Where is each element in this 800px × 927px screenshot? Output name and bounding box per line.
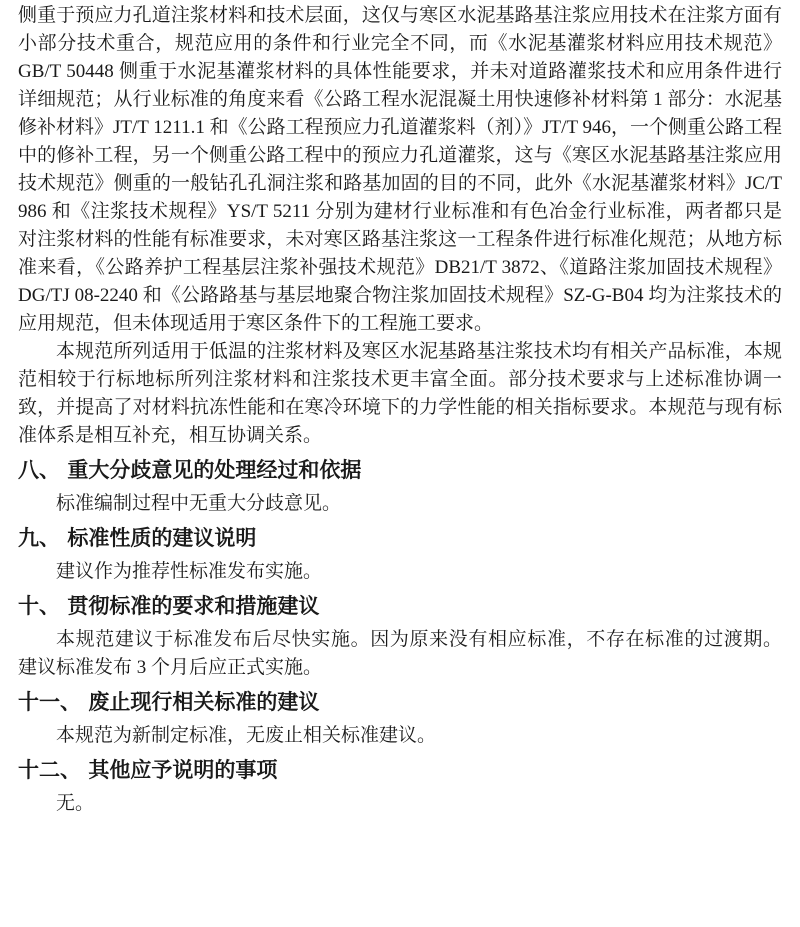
section-11-title: 废止现行相关标准的建议 xyxy=(88,691,320,714)
section-9 xyxy=(18,524,782,586)
intro-paragraph-continuation: 侧重于预应力孔道注浆材料和技术层面，这仅与寒区水泥基路基注浆应用技术在注浆方面有小部分技术重合，规范应用的条件和行业完全不同，而《水泥基灌浆材料应用技术规范》GB/T 50448 侧重于水泥基灌浆材料的具体性能要求，并未对道路灌浆技术和应用条件进行详细规范；从行业标准的角度来看《公路工程水泥混凝土用快速修补材料第 1 部分：水泥基修补材料》JT/T 1211.1 和《公路工程预应力孔道灌浆料（剂）》JT/T 946，一个侧重公路工程中的修补工程，另一个侧重公路工程中的预应力孔道灌浆，这与《寒区水泥基路基注浆应用技术规范》侧重的一般钻孔孔洞注浆和路基加固的目的不同，此外《水泥基灌浆材料》JC/T 986 和《注浆技术规程》YS/T 5211 分别为建材行业标准和有色冶金行业标准，两者都只是对注浆材料的性能有标准要求，未对寒区路基注浆这一工程条件进行标准化规范；从地方标准来看，《公路养护工程基层注浆补强技术规范》DB21/T 3872、《道路注浆加固技术规程》DG/TJ 08-2240 和《公路路基与基层地聚合物注浆加固技术规程》SZ-G-B04 均为注浆技术的应用规范，但未体现适用于寒区条件下的工程施工要求。 xyxy=(18,5,782,334)
section-10 xyxy=(18,592,782,682)
section-9-body: 建议作为推荐性标准发布实施。 xyxy=(56,561,323,582)
section-9-title: 标准性质的建议说明 xyxy=(67,527,257,550)
section-11 xyxy=(18,688,782,750)
section-9-heading xyxy=(18,524,782,554)
section-10-body: 本规范建议于标准发布后尽快实施。因为原来没有相应标准，不存在标准的过渡期。 建议标准发布 3 个月后应正式实施。 xyxy=(18,629,782,678)
section-11-number: 十一、 xyxy=(18,691,81,714)
section-8 xyxy=(18,456,782,518)
section-8-number: 八、 xyxy=(18,459,60,482)
section-8-body: 标准编制过程中无重大分歧意见。 xyxy=(56,493,342,514)
section-12-body: 无。 xyxy=(56,793,95,814)
section-12-number: 十二、 xyxy=(18,759,81,782)
section-10-number: 十、 xyxy=(18,595,60,618)
section-8-title: 重大分歧意见的处理经过和依据 xyxy=(67,459,362,482)
section-11-heading xyxy=(18,688,782,718)
intro-paragraph-summary: 本规范所列适用于低温的注浆材料及寒区水泥基路基注浆技术均有相关产品标准，本规范相较于行标地标所列注浆材料和注浆技术更丰富全面。部分技术要求与上述标准协调一致，并提高了对材料抗冻性能和在寒冷环境下的力学性能的相关指标要求。本规范与现有标准体系是相互补充，相互协调关系。 xyxy=(18,341,782,446)
section-9-number: 九、 xyxy=(18,527,60,550)
section-12 xyxy=(18,756,782,818)
section-12-heading xyxy=(18,756,782,786)
section-12-title: 其他应予说明的事项 xyxy=(88,759,278,782)
section-10-heading xyxy=(18,592,782,622)
section-10-title: 贯彻标准的要求和措施建议 xyxy=(67,595,320,618)
section-8-heading xyxy=(18,456,782,486)
section-11-body: 本规范为新制定标准，无废止相关标准建议。 xyxy=(56,725,437,746)
